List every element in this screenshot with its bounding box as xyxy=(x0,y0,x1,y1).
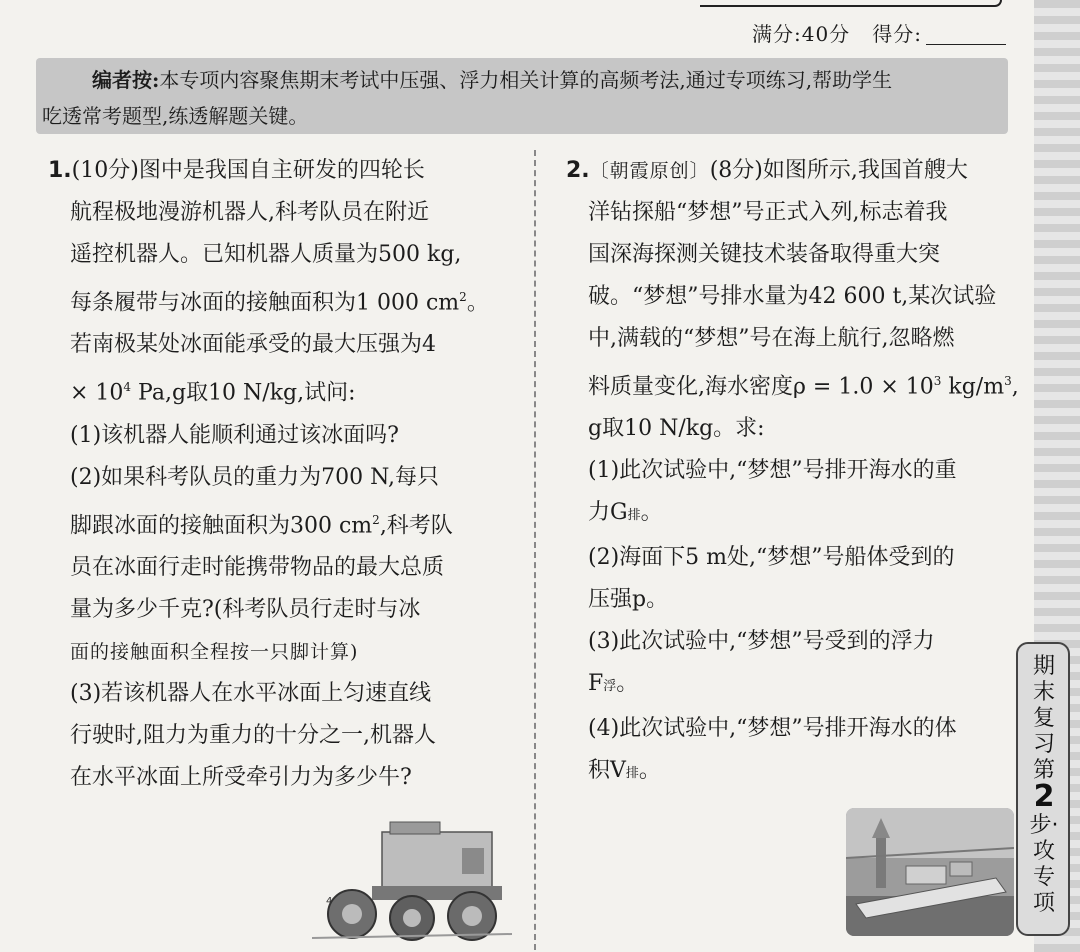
section-tab-number: 2 xyxy=(1033,779,1055,814)
column-divider xyxy=(534,150,536,950)
q2-line: 洋钻探船“梦想”号正式入列,标志着我 xyxy=(588,200,948,225)
section-tab-text xyxy=(1026,654,1062,917)
section-tab-part1: 期末复习第 xyxy=(1032,654,1055,783)
top-frame-line xyxy=(700,0,1002,7)
question-2 xyxy=(566,150,1019,795)
section-tab xyxy=(1016,642,1070,936)
q1-line: 航程极地漫游机器人,科考队员在附近 xyxy=(70,200,429,225)
ship-photo xyxy=(846,808,1014,936)
score-label: 得分: xyxy=(872,22,922,46)
q2-line: 中,满载的“梦想”号在海上航行,忽略燃 xyxy=(588,326,955,351)
question-2-number: 2. xyxy=(566,158,590,183)
score-blank xyxy=(926,24,1006,45)
q2-subquestion-2: (2)海面下5 m处,“梦想”号船体受到的 xyxy=(588,545,955,571)
editor-note-title: 编者按: xyxy=(92,68,160,92)
q1-line: 脚跟冰面的接触面积为300 $cm^2$,科考队 xyxy=(70,512,453,538)
full-score-label: 满分:40分 xyxy=(751,22,851,46)
section-tab-part2: 步·攻专项 xyxy=(1029,813,1059,916)
q1-line: × $10^4$ Pa,g取10 N/kg,试问: xyxy=(70,380,356,406)
editor-note-body-2: 吃透常考题型,练透解题关键。 xyxy=(42,104,309,128)
q2-line: g取10 N/kg。求: xyxy=(588,416,765,442)
q2-line: 积V排。 xyxy=(588,758,661,784)
q2-subquestion-1: (1)此次试验中,“梦想”号排开海水的重 xyxy=(588,458,957,484)
question-1 xyxy=(48,150,512,799)
q2-line: 压强p。 xyxy=(588,587,669,613)
q1-line: 若南极某处冰面能承受的最大压强为4 xyxy=(70,332,436,358)
q1-subquestion-2: (2)如果科考队员的重力为700 N,每只 xyxy=(70,464,439,490)
q1-line: (10分)图中是我国自主研发的四轮长 xyxy=(71,158,425,183)
q2-line: 料质量变化,海水密度$\rho = 1.0 \times 10^3$ $kg/m^3$, xyxy=(588,374,1019,400)
q1-line: 面的接触面积全程按一只脚计算) xyxy=(70,640,359,663)
robot-figure xyxy=(312,818,512,948)
editor-note-body-1: 本专项内容聚焦期末考试中压强、浮力相关计算的高频考法,通过专项练习,帮助学生 xyxy=(159,68,893,92)
q2-line: 破。“梦想”号排水量为42 600 t,某次试验 xyxy=(588,284,997,309)
q1-line: 遥控机器人。已知机器人质量为500 kg, xyxy=(70,242,462,267)
q1-line: 员在冰面行走时能携带物品的最大总质 xyxy=(70,554,445,580)
editor-note xyxy=(36,58,1008,134)
q1-line: 在水平冰面上所受牵引力为多少牛? xyxy=(70,764,412,790)
q1-line: 行驶时,阻力为重力的十分之一,机器人 xyxy=(70,722,436,748)
score-header xyxy=(752,18,1006,47)
q1-line: 量为多少千克?(科考队员行走时与冰 xyxy=(70,596,421,622)
q2-line: 力G排。 xyxy=(588,500,663,526)
q1-line: 每条履带与冰面的接触面积为1 000 $cm^2$。 xyxy=(70,290,489,316)
q2-subquestion-3: (3)此次试验中,“梦想”号受到的浮力 xyxy=(588,629,935,655)
q1-subquestion-1: (1)该机器人能顺利通过该冰面吗? xyxy=(70,422,399,448)
q2-line: F浮。 xyxy=(588,671,639,697)
q1-subquestion-3: (3)若该机器人在水平冰面上匀速直线 xyxy=(70,680,432,706)
q2-line: 国深海探测关键技术装备取得重大突 xyxy=(588,242,941,267)
q2-source-tag: 〔朝霞原创〕 xyxy=(589,160,710,182)
robot-figure-label: 4 xyxy=(326,896,333,907)
q2-subquestion-4: (4)此次试验中,“梦想”号排开海水的体 xyxy=(588,716,957,742)
q2-line: (8分)如图所示,我国首艘大 xyxy=(709,158,968,183)
question-1-number: 1. xyxy=(48,158,72,183)
